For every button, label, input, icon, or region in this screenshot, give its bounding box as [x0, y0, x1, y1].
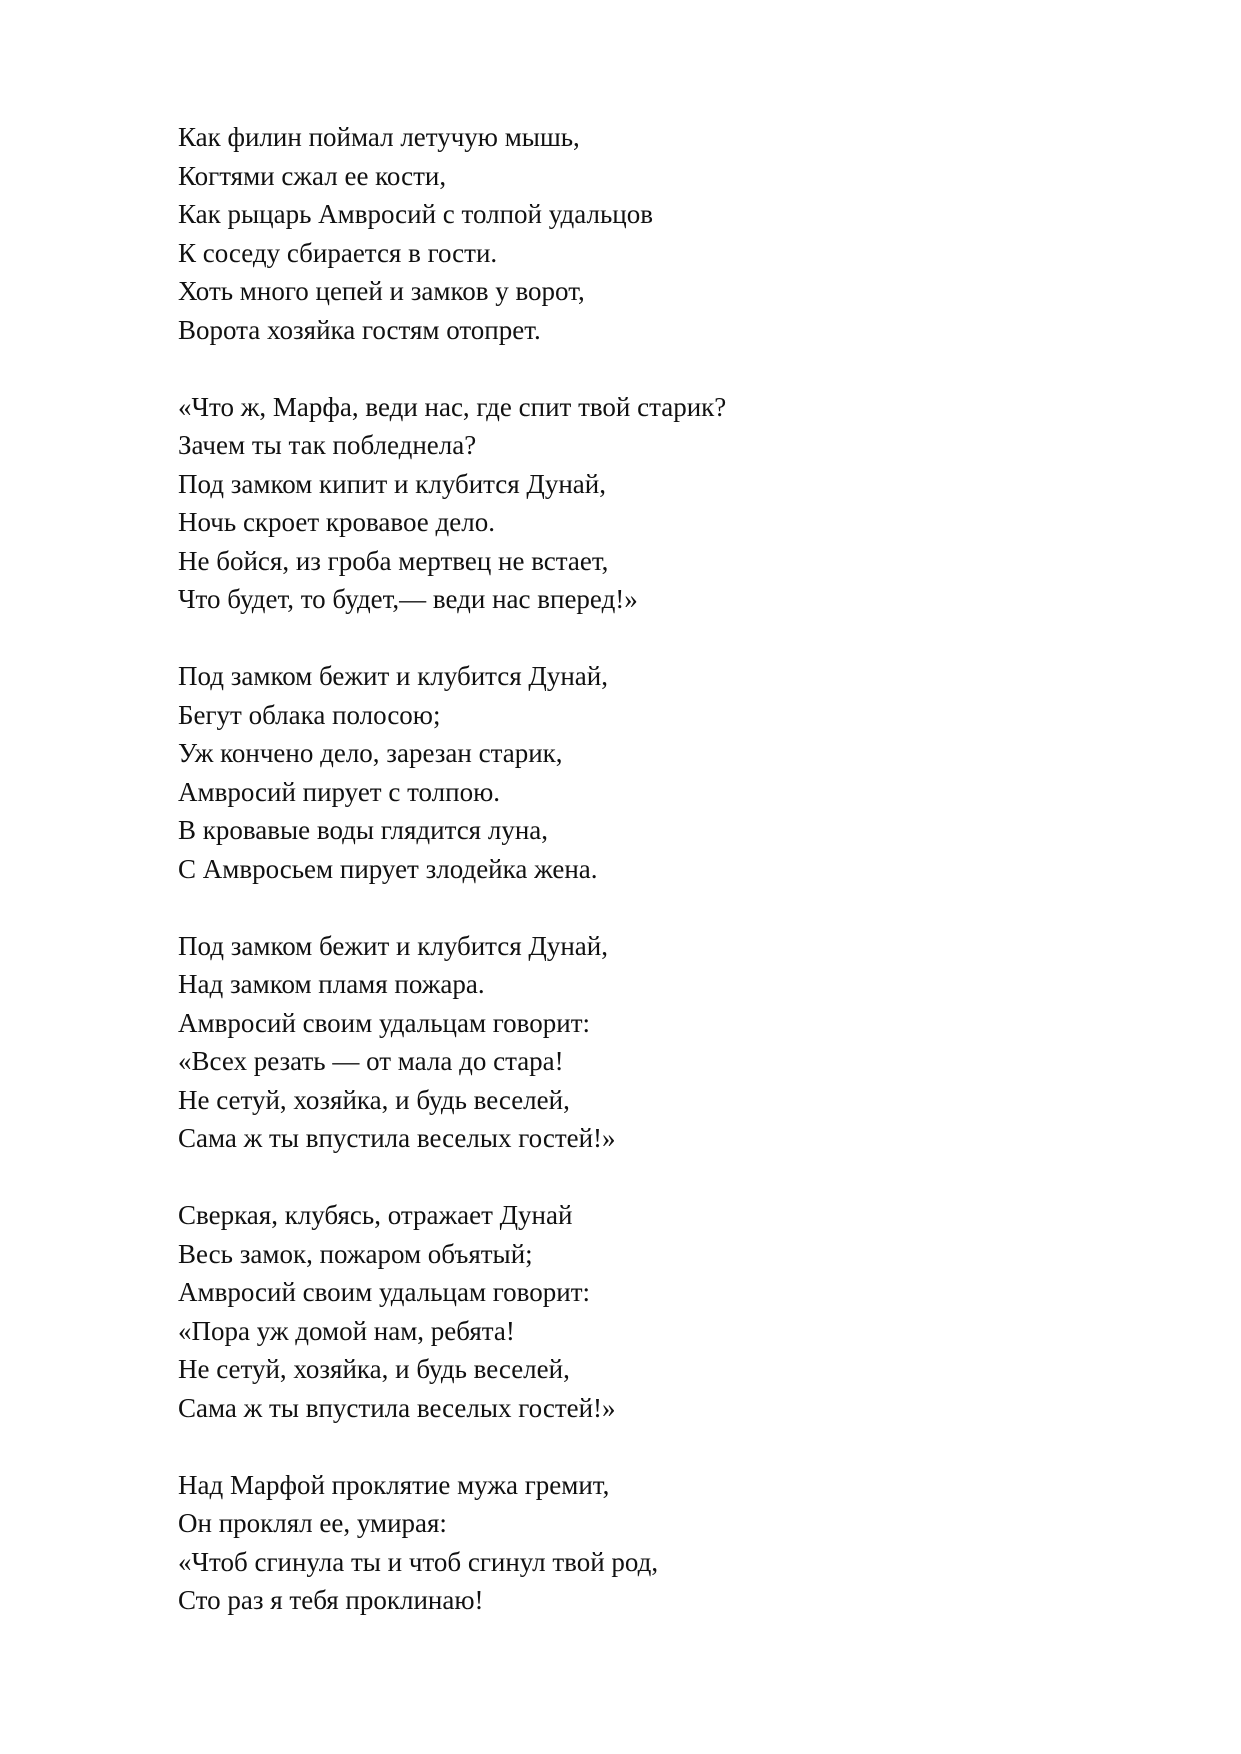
- poem-line: С Амвросьем пирует злодейка жена.: [178, 853, 598, 884]
- poem-line: Не бойся, из гроба мертвец не встает,: [178, 545, 609, 576]
- poem-line: Не сетуй, хозяйка, и будь веселей,: [178, 1084, 570, 1115]
- poem-line: Хоть много цепей и замков у ворот,: [178, 276, 585, 306]
- poem-line: Над Марфой проклятие мужа гремит,: [178, 1469, 610, 1500]
- poem-line: К соседу сбирается в гости.: [178, 237, 498, 268]
- poem-line: Под замком кипит и клубится Дунай,: [178, 468, 606, 499]
- poem-line: «Чтоб сгинула ты и чтоб сгинул твой род,: [178, 1546, 659, 1577]
- poem-line: Весь замок, пожаром объятый;: [178, 1238, 533, 1269]
- poem-line: «Пора уж домой нам, ребята!: [178, 1315, 515, 1346]
- stanza-3: [178, 657, 1138, 888]
- poem-line: Под замком бежит и клубится Дунай,: [178, 661, 608, 691]
- poem-line: Под замком бежит и клубится Дунай,: [178, 930, 608, 961]
- poem-text: [178, 118, 1138, 1658]
- stanza-1: [178, 118, 1138, 349]
- poem-line: Сто раз я тебя проклинаю!: [178, 1585, 484, 1615]
- poem-line: Амвросий своим удальцам говорит:: [178, 1007, 591, 1038]
- stanza-6: [178, 1466, 1138, 1620]
- poem-line: Ворота хозяйка гостям отопрет.: [178, 314, 541, 345]
- poem-line: Сама ж ты впустила веселых гостей!»: [178, 1123, 616, 1153]
- poem-line: Что будет, то будет,— веди нас вперед!»: [178, 584, 638, 614]
- stanza-5: [178, 1196, 1138, 1427]
- poem-line: Амвросий своим удальцам говорит:: [178, 1277, 591, 1307]
- stanza-2: [178, 388, 1138, 619]
- poem-line: Он проклял ее, умирая:: [178, 1508, 447, 1538]
- poem-line: «Что ж, Марфа, веди нас, где спит твой старик?: [178, 391, 727, 422]
- poem-line: Когтями сжал ее кости,: [178, 160, 447, 191]
- poem-line: Сверкая, клубясь, отражает Дунай: [178, 1200, 573, 1230]
- poem-line: В кровавые воды глядится луна,: [178, 815, 549, 845]
- poem-line: «Всех резать — от мала до стара!: [178, 1046, 564, 1076]
- poem-line: Зачем ты так побледнела?: [178, 430, 477, 460]
- poem-line: Как рыцарь Амвросий с толпой удальцов: [178, 199, 653, 229]
- poem-line: Уж кончено дело, зарезан старик,: [178, 738, 563, 768]
- poem-line: Ночь скроет кровавое дело.: [178, 507, 495, 537]
- poem-line: Сама ж ты впустила веселых гостей!»: [178, 1392, 616, 1423]
- poem-line: Не сетуй, хозяйка, и будь веселей,: [178, 1354, 570, 1384]
- poem-line: Амвросий пирует с толпою.: [178, 776, 501, 807]
- poem-line: Бегут облака полосою;: [178, 699, 441, 730]
- poem-line: Над замком пламя пожара.: [178, 969, 485, 999]
- poem-line: Как филин поймал летучую мышь,: [178, 122, 580, 152]
- stanza-4: [178, 927, 1138, 1158]
